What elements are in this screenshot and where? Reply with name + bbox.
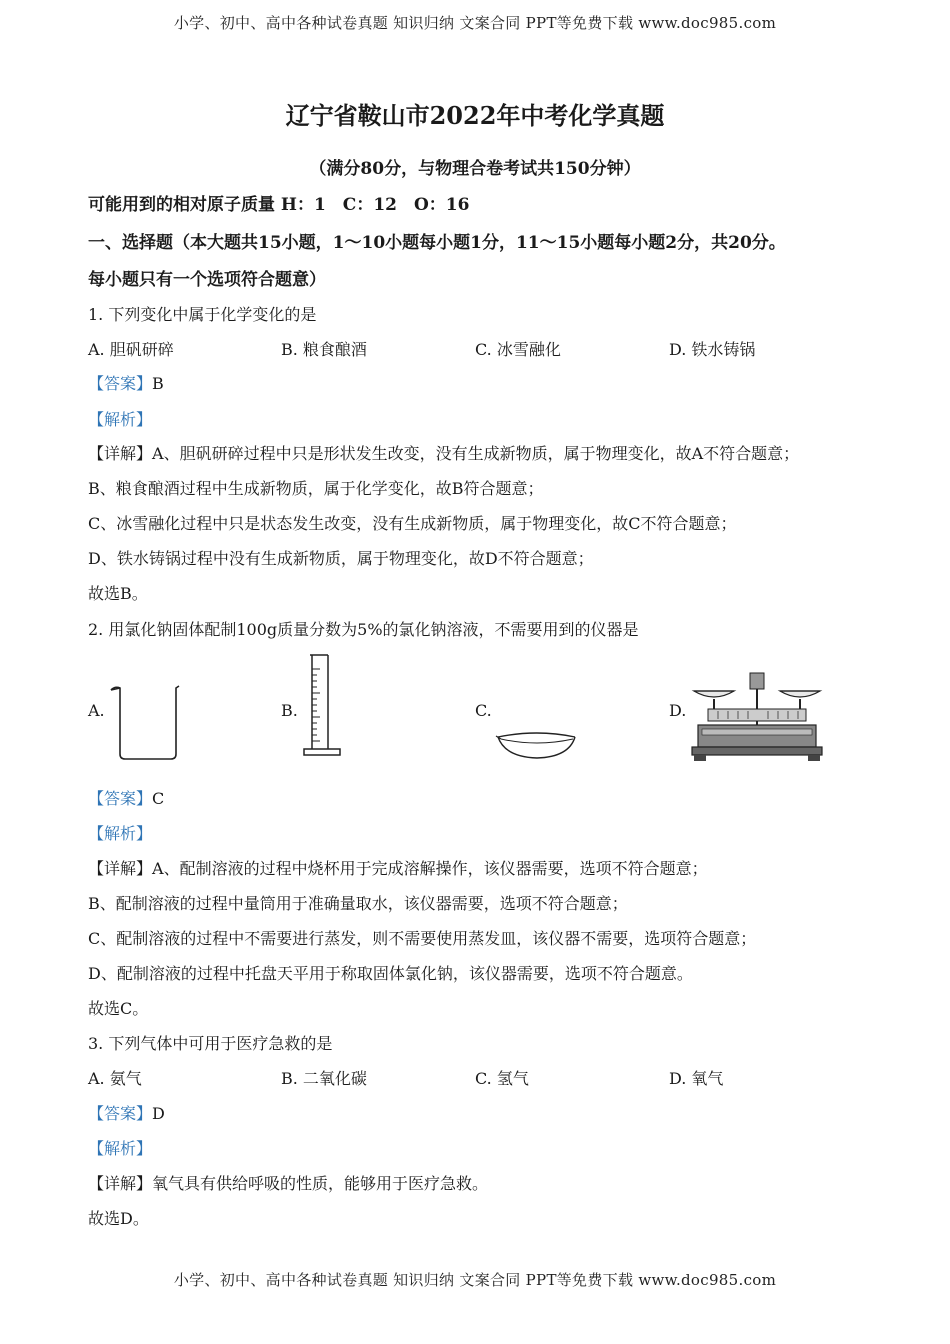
- beaker-image: [108, 684, 184, 764]
- q2-detail-c: C、配制溶液的过程中不需要进行蒸发，则不需要使用蒸发皿，该仪器不需要，选项符合题意；: [88, 929, 757, 948]
- answer-tag: 【答案】: [88, 374, 153, 393]
- q3-analysis-tag: 【解析】: [88, 1139, 153, 1158]
- q3-option-c: C. 氢气: [475, 1069, 529, 1088]
- detail-tag: 【详解】: [88, 859, 153, 878]
- q3-detail: [88, 1171, 488, 1194]
- section-heading-line1: 一、选择题（本大题共15小题，1～10小题每小题1分，11～15小题每小题2分，共20分。: [88, 233, 786, 253]
- q3-option-b: B. 二氧化碳: [281, 1069, 367, 1088]
- q1-conclusion: 故选B。: [88, 584, 148, 603]
- q1-option-c: C. 冰雪融化: [475, 340, 561, 359]
- answer-tag: 【答案】: [88, 1104, 153, 1123]
- q1-answer: [88, 371, 164, 394]
- q1-analysis-tag: 【解析】: [88, 410, 153, 429]
- q3-answer-value: D: [152, 1104, 165, 1123]
- q2-answer-value: C: [152, 789, 165, 808]
- q1-detail-a-text: A、胆矾研碎过程中只是形状发生改变，没有生成新物质，属于物理变化，故A不符合题意；: [152, 444, 800, 463]
- q2-analysis-tag: 【解析】: [88, 824, 153, 843]
- q1-detail-b: B、粮食酿酒过程中生成新物质，属于化学变化，故B符合题意；: [88, 479, 544, 498]
- q1-detail-a: [88, 441, 799, 464]
- q1-detail-d: D、铁水铸锅过程中没有生成新物质，属于物理变化，故D不符合题意；: [88, 549, 594, 568]
- q2-option-d: D.: [669, 701, 687, 720]
- q2-stem: 2. 用氯化钠固体配制100g质量分数为5%的氯化钠溶液，不需要用到的仪器是: [88, 620, 639, 639]
- q2-conclusion: 故选C。: [88, 999, 149, 1018]
- q2-option-a: A.: [88, 701, 105, 720]
- q2-detail-b: B、配制溶液的过程中量筒用于准确量取水，该仪器需要，选项不符合题意；: [88, 894, 628, 913]
- page-title: 辽宁省鞍山市2022年中考化学真题: [285, 101, 665, 130]
- q3-answer: [88, 1101, 165, 1124]
- q3-conclusion: 故选D。: [88, 1209, 149, 1228]
- atomic-mass-note: 可能用到的相对原子质量 H：1 C：12 O：16: [88, 195, 470, 215]
- page-header: 小学、初中、高中各种试卷真题 知识归纳 文案合同 PPT等免费下载 www.doc985.com: [173, 14, 777, 32]
- answer-tag: 【答案】: [88, 789, 153, 808]
- page-subtitle: （满分80分，与物理合卷考试共150分钟）: [309, 159, 641, 179]
- q1-option-a: A. 胆矾研碎: [88, 340, 174, 359]
- q3-detail-text: 氧气具有供给呼吸的性质，能够用于医疗急救。: [152, 1174, 489, 1193]
- q3-option-d: D. 氧气: [669, 1069, 724, 1088]
- q2-detail-d: D、配制溶液的过程中托盘天平用于称取固体氯化钠，该仪器需要，选项不符合题意。: [88, 964, 693, 983]
- q1-detail-c: C、冰雪融化过程中只是状态发生改变，没有生成新物质，属于物理变化，故C不符合题意；: [88, 514, 737, 533]
- q2-option-c: C.: [475, 701, 492, 720]
- q1-option-d: D. 铁水铸锅: [669, 340, 756, 359]
- graduated-cylinder-image: [300, 653, 346, 759]
- detail-tag: 【详解】: [88, 1174, 153, 1193]
- q1-stem: 1. 下列变化中属于化学变化的是: [88, 305, 317, 324]
- page-footer: 小学、初中、高中各种试卷真题 知识归纳 文案合同 PPT等免费下载 www.doc985.com: [173, 1271, 777, 1289]
- q2-detail-a-text: A、配制溶液的过程中烧杯用于完成溶解操作，该仪器需要，选项不符合题意；: [152, 859, 708, 878]
- q2-answer: [88, 786, 164, 809]
- q3-stem: 3. 下列气体中可用于医疗急救的是: [88, 1034, 333, 1053]
- q2-option-b: B.: [281, 701, 298, 720]
- q3-option-a: A. 氨气: [88, 1069, 142, 1088]
- q2-detail-a: [88, 856, 708, 879]
- evaporating-dish-image: [495, 727, 579, 763]
- detail-tag: 【详解】: [88, 444, 153, 463]
- q1-answer-value: B: [152, 374, 164, 393]
- balance-scale-image: [688, 669, 830, 765]
- q1-option-b: B. 粮食酿酒: [281, 340, 367, 359]
- section-heading-line2: 每小题只有一个选项符合题意）: [88, 270, 326, 290]
